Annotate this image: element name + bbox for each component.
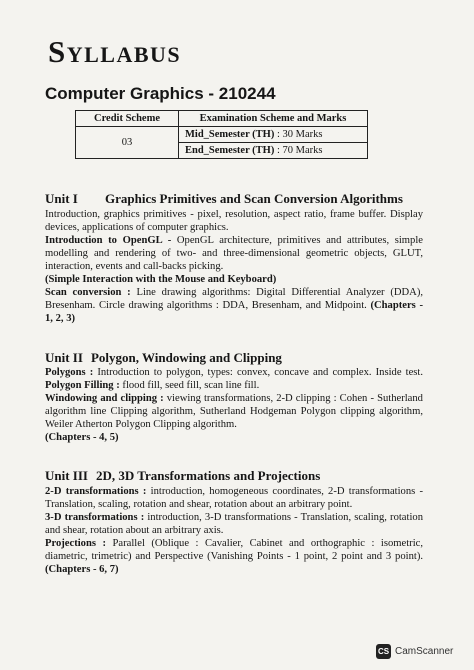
unit3-proj-text: Parallel (Oblique : Cavalier, Cabinet and orthographic : isometric, diametric, trimetric) and Perspective (Vanishing Points - 1 point, 2 point and 3 point). [45,538,423,562]
unit3-3d [45,511,423,537]
unit3-3d-label: 3-D transformations : [45,512,145,523]
unit3-heading [45,468,320,484]
unit3-2d-label: 2-D transformations : [45,486,147,497]
unit2-body [45,366,423,444]
unit2-windowing [45,392,423,431]
credits-cell: 03 [76,127,179,159]
unit1-scan [45,286,423,325]
scheme-header-row [76,111,368,127]
unit2-number: Unit II [45,350,83,365]
unit1-title: Graphics Primitives and Scan Conversion Algorithms [105,191,403,206]
unit2-filling-text: flood fill, seed fill, scan line fill. [119,380,260,391]
unit2-chapters-line [45,431,423,444]
unit3-number: Unit III [45,468,88,483]
unit2-windowing-label: Windowing and clipping : [45,393,164,404]
credit-scheme-header: Credit Scheme [76,111,179,127]
unit2-heading [45,350,282,366]
scheme-row-midsem [76,127,368,143]
unit3-2d [45,485,423,511]
camscanner-watermark [376,644,453,659]
unit2-polygons-text: Introduction to polygon, types: convex, concave and complex. Inside test. [93,367,423,378]
scheme-table [75,110,368,159]
camscanner-icon: CS [376,644,391,659]
endsem-label: End_Semester (TH) [185,145,275,156]
unit2-filling-label: Polygon Filling : [45,380,120,391]
unit2-chapters: (Chapters - 4, 5) [45,432,119,443]
page-title: Syllabus [48,34,182,69]
unit1-opengl-text: OpenGL architecture, primitives and attributes, simple modelling and rendering of two- and three-dimensional geometric objects, GLUT, interaction, events and call-backs picking. [45,235,423,272]
unit3-2d-text: introduction, homogeneous coordinates, 2-D transformations - Translation, scaling, rotation and shear, rotation about an arbitrary point. [45,486,423,510]
unit2-title: Polygon, Windowing and Clipping [90,350,282,365]
unit3-title: 2D, 3D Transformations and Projections [96,468,321,483]
camscanner-label: CamScanner [395,646,454,657]
unit2-polygons-label: Polygons : [45,367,94,378]
exam-scheme-header: Examination Scheme and Marks [179,111,368,127]
unit1-number: Unit I [45,191,78,206]
unit1-chapters: (Chapters - 1, 2, 3) [45,300,423,324]
unit3-proj-label: Projections : [45,538,107,549]
unit3-body [45,485,423,576]
endsem-cell [179,143,368,159]
unit1-opengl [45,234,423,273]
unit1-scan-text: Line drawing algorithms: Digital Differential Analyzer (DDA), Bresenham. Circle drawing algorithms : DDA, Bresenham, and Midpoint. [45,287,423,311]
unit3-chapters: (Chapters - 6, 7) [45,564,119,575]
unit1-simple-interaction-text: (Simple Interaction with the Mouse and Keyboard) [45,274,277,285]
unit1-intro: Introduction, graphics primitives - pixel, resolution, aspect ratio, frame buffer. Display devices, applications of computer graphics. [45,209,423,233]
unit1-simple-interaction [45,273,423,286]
midsem-marks: : 30 Marks [276,129,323,140]
unit2-windowing-text: viewing transformations, 2-D clipping : Cohen - Sutherland algorithm line Clipping algorithm, Sutherland Hodgeman Polygon clipping algorithm, Weiler Atherton Polygon Clipping algorithm. [45,393,423,430]
endsem-marks: : 70 Marks [276,145,323,156]
midsem-cell [179,127,368,143]
course-title: Computer Graphics - 210244 [45,84,276,103]
unit3-projections [45,537,423,576]
unit3-3d-text: introduction, 3-D transformations - Translation, scaling, rotation and shear, rotation about an arbitrary axis. [45,512,423,536]
unit1-scan-label: Scan conversion : [45,287,131,298]
unit1-heading [45,191,403,207]
unit1-body [45,208,423,325]
unit2-polygons [45,366,423,392]
midsem-label: Mid_Semester (TH) [185,129,275,140]
unit1-opengl-label: Introduction to OpenGL - [45,235,172,246]
